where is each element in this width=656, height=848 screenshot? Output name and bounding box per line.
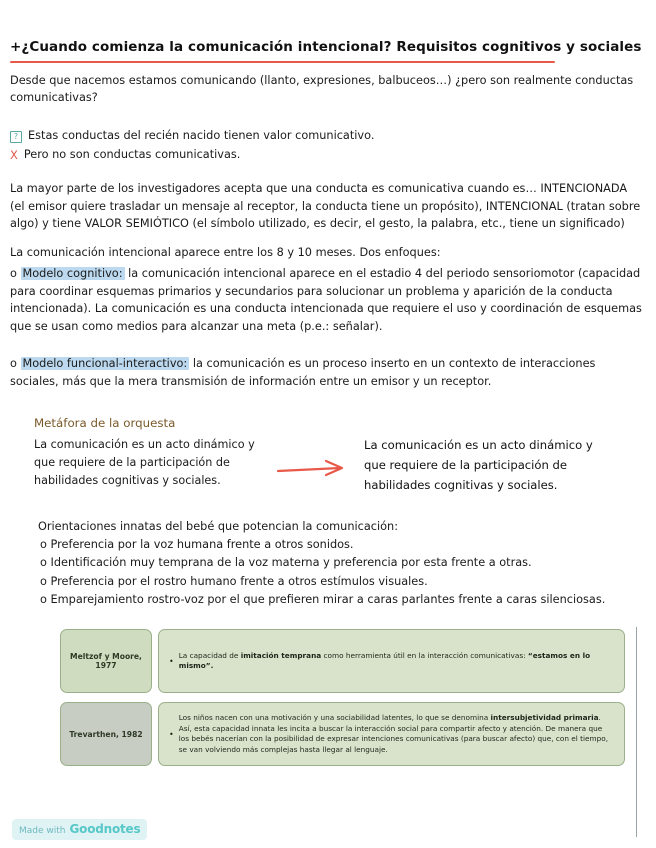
table-body-text: Los niños nacen con una motivación y una sociabilidad latentes, lo que se denomina intersubjetividad primaria. Así, esta capacidad innata les incita a buscar la interacción social para compartir afecto y atención. De manera que los bebés nacerían con la posibilidad de expresar intenciones comunicativas (para buscar afecto) que, con el tiempo, se van volviendo más complejas hasta llegar al lenguaje.: [178, 713, 609, 754]
table-body-cell: [158, 629, 625, 693]
metafora-left-text: La comunicación es un acto dinámico y que requiere de la participación de habilidades cognitivas y sociales.: [34, 438, 255, 488]
quiz-answer-row: [10, 147, 642, 164]
watermark-made-with: Made with: [19, 826, 66, 836]
x-mark-icon: X: [10, 147, 18, 162]
quiz-statement-text: Estas conductas del recién nacido tienen valor comunicativo.: [28, 128, 375, 142]
enfoque-cognitivo: [10, 265, 642, 335]
table-row: [60, 702, 625, 766]
title-underline: [10, 61, 555, 63]
table-row: [60, 629, 625, 693]
table-body-cell: [158, 702, 625, 766]
spacer: [10, 118, 642, 128]
spacer: [10, 400, 642, 410]
metafora-right-text: La comunicación es un acto dinámico y que requiere de la participación de habilidades cognitivas y sociales.: [364, 438, 593, 492]
bullet-icon: •: [169, 729, 174, 739]
list-item: o Preferencia por el rostro humano frente a otros estímulos visuales.: [40, 574, 428, 588]
enfoque-funcional-label: Modelo funcional-interactivo:: [22, 357, 188, 371]
spacer: [10, 345, 642, 355]
bullet-marker: o: [10, 357, 17, 371]
orientaciones-block: [38, 518, 642, 609]
spacer: [10, 166, 642, 180]
metafora-comparison: [34, 436, 642, 496]
age-paragraph: La comunicación intencional aparece entre los 8 y 10 meses. Dos enfoques:: [10, 245, 441, 259]
goodnotes-watermark: [12, 819, 147, 840]
page-title: +¿Cuando comienza la comunicación intencional? Requisitos cognitivos y sociales: [10, 39, 642, 55]
quiz-statement-row: [10, 128, 642, 145]
table-side-rule: [636, 627, 637, 837]
orientaciones-heading: Orientaciones innatas del bebé que potencian la comunicación:: [38, 519, 398, 533]
list-item: o Preferencia por la voz humana frente a otros sonidos.: [40, 538, 354, 552]
list-item: o Identificación muy temprana de la voz materna y preferencia por esta frente a otras.: [40, 556, 532, 570]
arrow-right-icon: [264, 436, 364, 480]
authors-table: [60, 629, 625, 766]
enfoque-funcional-text: la comunicación es un proceso inserto en un contexto de interacciones sociales, más que la mera transmisión de información entre un emisor y un receptor.: [10, 357, 596, 388]
watermark-brand: Goodnotes: [69, 822, 141, 836]
list-item: o Emparejamiento rostro-voz por el que prefieren mirar a caras parlantes frente a caras silenciosas.: [40, 593, 606, 607]
bullet-marker: o: [10, 267, 17, 281]
bullet-icon: •: [169, 656, 174, 666]
checkbox-icon[interactable]: ?: [10, 131, 22, 143]
enfoque-cognitivo-label: Modelo cognitivo:: [22, 267, 123, 281]
table-body-text: La capacidad de imitación temprana como herramienta útil en la interacción comunicativas: “estamos en lo mismo”.: [178, 650, 591, 671]
metafora-heading: Metáfora de la orquesta: [34, 416, 176, 431]
table-author-cell: Meltzof y Moore, 1977: [60, 629, 152, 693]
enfoque-cognitivo-text: la comunicación intencional aparece en el estadio 4 del periodo sensoriomotor (capacidad para coordinar esquemas primarios y secundarios para solucionar un problema y aparición de la conducta intencionada). La comunicación es una conducta intencionada que requiere el uso y coordinación de esquemas que se usan como medios para alcanzar una meta (p.e.: señalar).: [10, 267, 642, 333]
quiz-answer-text: Pero no son conductas comunicativas.: [23, 147, 241, 161]
definition-paragraph: La mayor parte de los investigadores acepta que una conducta es comunicativa cuando es… INTENCIONADA (el emisor quiere trasladar un mensaje al receptor, la conducta tiene un propósito), INTENCIONAL (tratan sobre algo) y tiene VALOR SEMIÓTICO (el símbolo utilizado, es decir, el gesto, la palabra, etc., tiene un significado): [10, 182, 641, 231]
table-author-cell: Trevarthen, 1982: [60, 702, 152, 766]
enfoque-funcional: [10, 355, 642, 390]
intro-paragraph: Desde que nacemos estamos comunicando (llanto, expresiones, balbuceos…) ¿pero son realmente conductas comunicativas?: [10, 73, 634, 105]
